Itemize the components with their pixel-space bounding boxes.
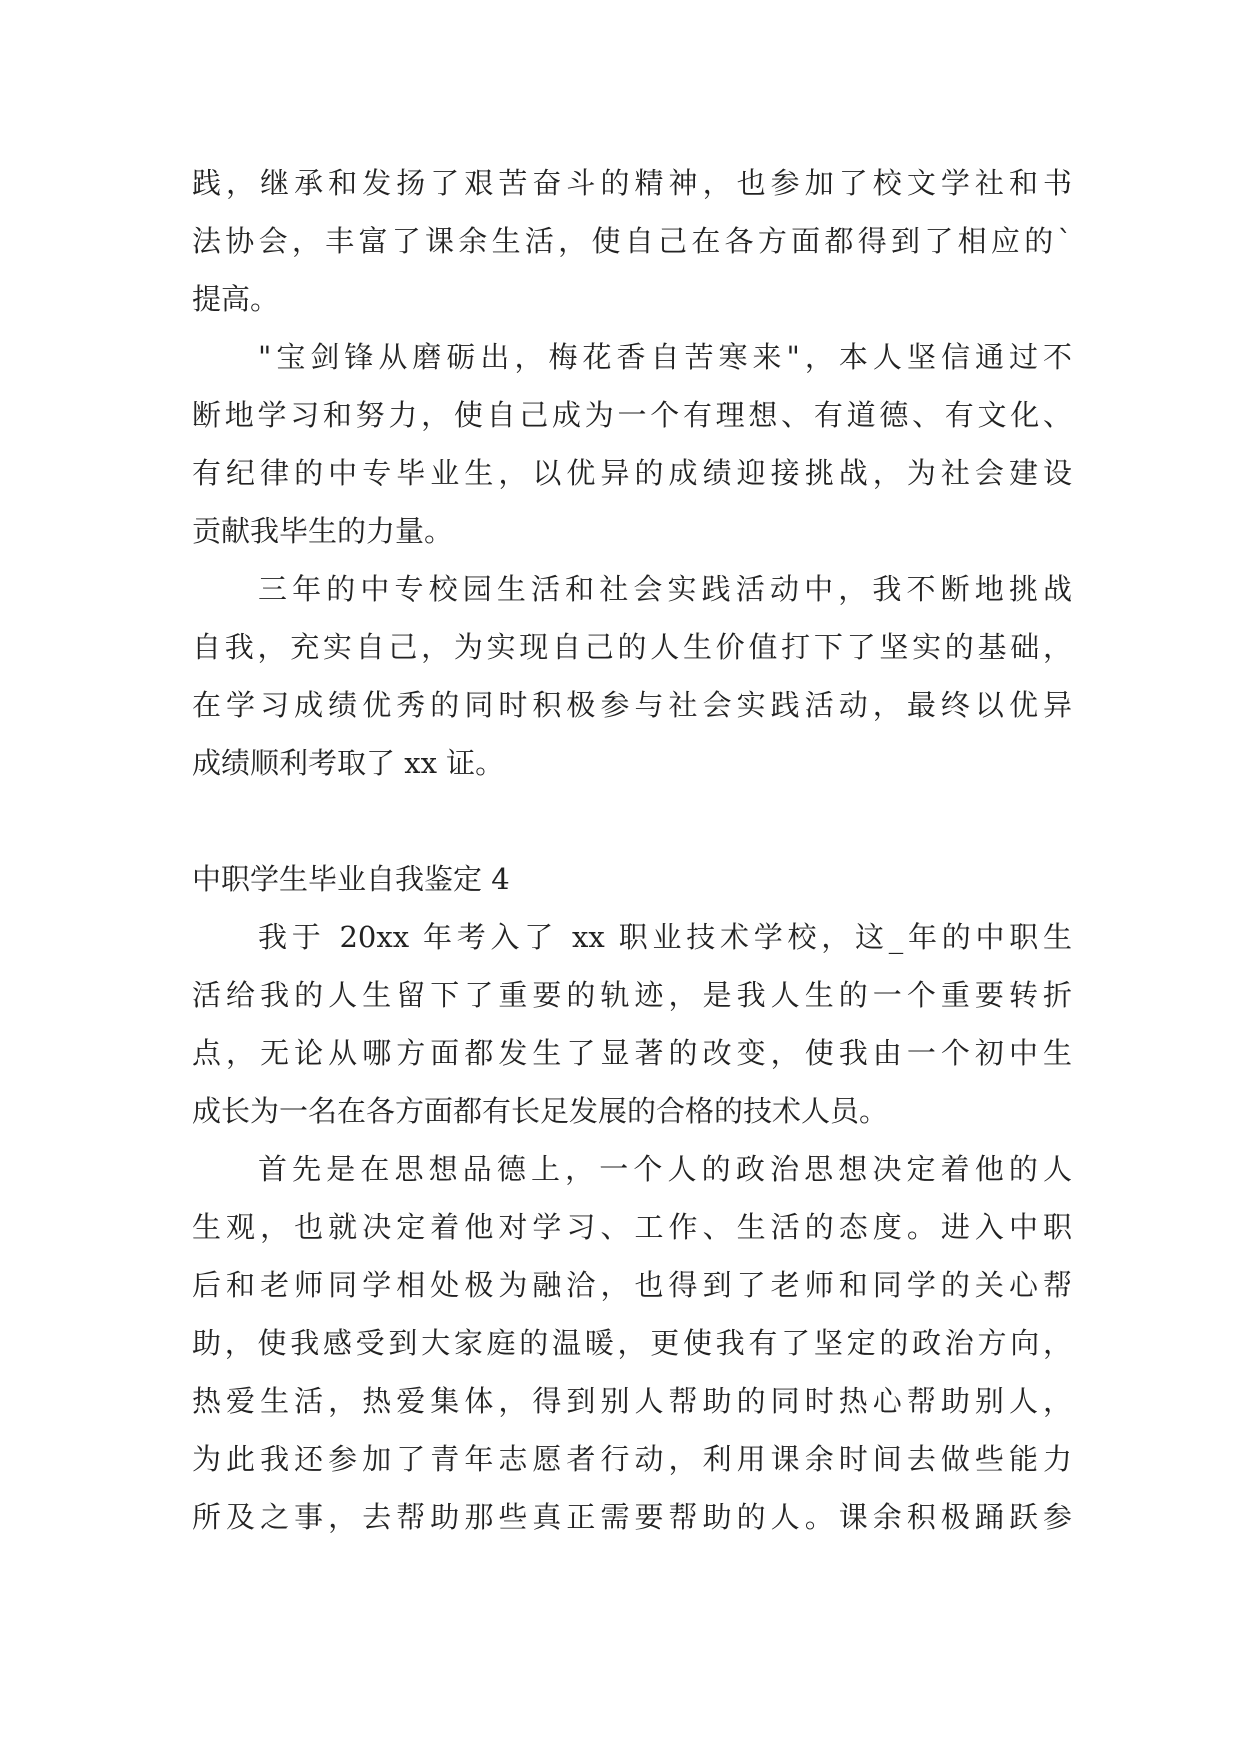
paragraph-line: 三年的中专校园生活和社会实践活动中，我不断地挑战 bbox=[258, 572, 1072, 606]
paragraph-line: 所及之事，去帮助那些真正需要帮助的人。课余积极踊跃参 bbox=[192, 1500, 1072, 1534]
paragraph-line: "宝剑锋从磨砺出，梅花香自苦寒来"，本人坚信通过不 bbox=[258, 340, 1072, 374]
paragraph-line: 提高。 bbox=[192, 282, 280, 316]
paragraph-line: 成长为一名在各方面都有长足发展的合格的技术人员。 bbox=[192, 1094, 889, 1128]
paragraph-line: 在学习成绩优秀的同时积极参与社会实践活动，最终以优异 bbox=[192, 688, 1072, 722]
paragraph-line: 法协会，丰富了课余生活，使自己在各方面都得到了相应的` bbox=[192, 224, 1072, 258]
paragraph-line: 后和老师同学相处极为融洽，也得到了老师和同学的关心帮 bbox=[192, 1268, 1072, 1302]
paragraph-line: 贡献我毕生的力量。 bbox=[192, 514, 454, 548]
paragraph-line: 自我，充实自己，为实现自己的人生价值打下了坚实的基础， bbox=[192, 630, 1072, 664]
paragraph-line: 热爱生活，热爱集体，得到别人帮助的同时热心帮助别人， bbox=[192, 1384, 1072, 1418]
paragraph-line: 首先是在思想品德上，一个人的政治思想决定着他的人 bbox=[258, 1152, 1072, 1186]
paragraph-line: 生观，也就决定着他对学习、工作、生活的态度。进入中职 bbox=[192, 1210, 1072, 1244]
paragraph-line: 践，继承和发扬了艰苦奋斗的精神，也参加了校文学社和书 bbox=[192, 166, 1072, 200]
paragraph-line: 有纪律的中专毕业生，以优异的成绩迎接挑战，为社会建设 bbox=[192, 456, 1072, 490]
paragraph-line: 点，无论从哪方面都发生了显著的改变，使我由一个初中生 bbox=[192, 1036, 1072, 1070]
paragraph-line: 我于 20xx 年考入了 xx 职业技术学校，这_年的中职生 bbox=[258, 920, 1072, 954]
paragraph-line: 断地学习和努力，使自己成为一个有理想、有道德、有文化、 bbox=[192, 398, 1072, 432]
paragraph-line: 助，使我感受到大家庭的温暖，更使我有了坚定的政治方向， bbox=[192, 1326, 1072, 1360]
document-body bbox=[192, 164, 1072, 1556]
section-heading: 中职学生毕业自我鉴定 4 bbox=[192, 862, 510, 896]
paragraph-line: 活给我的人生留下了重要的轨迹，是我人生的一个重要转折 bbox=[192, 978, 1072, 1012]
paragraph-line: 成绩顺利考取了 xx 证。 bbox=[192, 746, 505, 780]
paragraph-line: 为此我还参加了青年志愿者行动，利用课余时间去做些能力 bbox=[192, 1442, 1072, 1476]
